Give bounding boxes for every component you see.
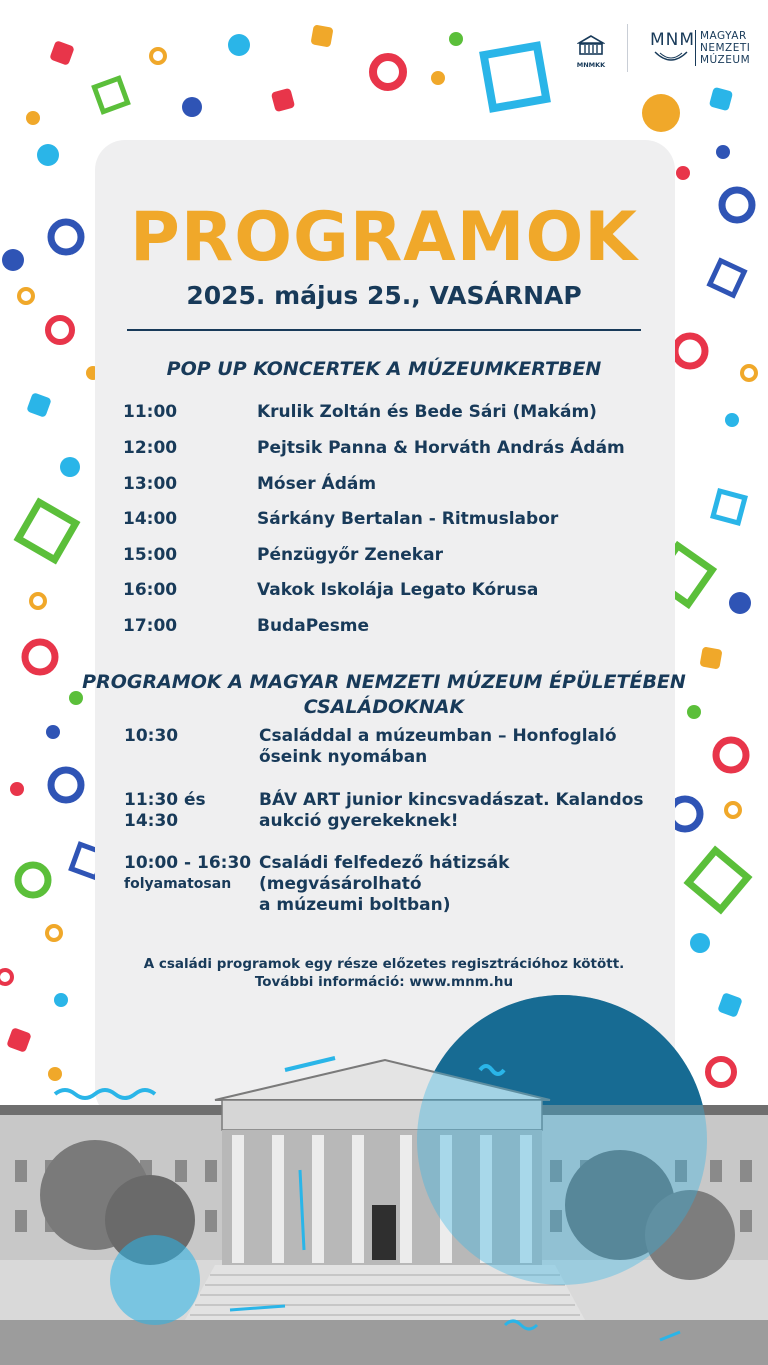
program-time-line2: 14:30 bbox=[124, 811, 179, 831]
program-time-line1: 11:30 és bbox=[124, 790, 206, 810]
concert-name: Móser Ádám bbox=[257, 474, 377, 494]
concert-name: Vakok Iskolája Legato Kórusa bbox=[257, 580, 539, 600]
mnmkk-logo bbox=[574, 34, 608, 69]
program-name bbox=[259, 853, 669, 916]
concert-name: BudaPesme bbox=[257, 616, 370, 636]
program-name-line1: BÁV ART junior kincsvadászat. Kalandos bbox=[259, 790, 644, 810]
program-time bbox=[124, 726, 254, 747]
logo-divider bbox=[627, 24, 628, 72]
concert-name: Sárkány Bertalan - Ritmuslabor bbox=[257, 509, 559, 529]
program-name bbox=[259, 726, 669, 768]
info-link-text: További információ: www.mnm.hu bbox=[254, 974, 514, 990]
program-name-line2: aukció gyerekeknek! bbox=[259, 811, 459, 831]
mnm-abbr: MNM bbox=[650, 30, 696, 50]
event-date: 2025. május 25., VASÁRNAP bbox=[186, 281, 582, 310]
seal-icon bbox=[652, 50, 690, 66]
program-time bbox=[124, 790, 254, 832]
program-name-line2: a múzeumi boltban) bbox=[259, 895, 451, 915]
concert-time: 17:00 bbox=[123, 616, 178, 636]
concerts-heading: POP UP KONCERTEK A MÚZEUMKERTBEN bbox=[166, 358, 602, 380]
concert-time: 14:00 bbox=[123, 509, 178, 529]
museum-building-illustration bbox=[0, 990, 768, 1365]
mnm-line2: NEMZETI bbox=[700, 42, 751, 54]
museum-subheading: CSALÁDOKNAK bbox=[303, 696, 465, 718]
program-name bbox=[259, 790, 669, 832]
concert-time: 12:00 bbox=[123, 438, 178, 458]
mnm-line3: MÚZEUM bbox=[700, 54, 751, 66]
program-name-line1: Családdal a múzeumban – Honfoglaló bbox=[259, 726, 617, 746]
header-divider bbox=[127, 329, 641, 331]
building-icon bbox=[577, 34, 605, 56]
program-name-line2: őseink nyomában bbox=[259, 747, 428, 767]
logo-bar bbox=[695, 30, 696, 66]
concert-name: Pejtsik Panna & Horváth András Ádám bbox=[257, 438, 625, 458]
concert-time: 13:00 bbox=[123, 474, 178, 494]
concert-time: 15:00 bbox=[123, 545, 178, 565]
program-time-line1: 10:30 bbox=[124, 726, 179, 746]
registration-note: A családi programok egy része előzetes regisztrációhoz kötött. bbox=[143, 956, 625, 972]
program-name-line1: Családi felfedező hátizsák (megvásárolható bbox=[259, 853, 510, 894]
mnm-words bbox=[700, 30, 750, 66]
concert-name: Pénzügyőr Zenekar bbox=[257, 545, 443, 565]
concert-time: 16:00 bbox=[123, 580, 178, 600]
concert-time: 11:00 bbox=[123, 402, 178, 422]
concert-name: Krulik Zoltán és Bede Sári (Makám) bbox=[257, 402, 597, 422]
program-time-line1: 10:00 - 16:30 bbox=[124, 853, 252, 873]
program-time-line2: folyamatosan bbox=[124, 876, 232, 892]
program-time bbox=[124, 853, 254, 895]
page-title: PROGRAMOK bbox=[130, 198, 638, 277]
museum-heading: PROGRAMOK A MAGYAR NEMZETI MÚZEUM ÉPÜLETÉBEN bbox=[82, 671, 686, 693]
mnmkk-text: MNMKK bbox=[576, 61, 606, 69]
mnm-line1: MAGYAR bbox=[700, 30, 747, 42]
